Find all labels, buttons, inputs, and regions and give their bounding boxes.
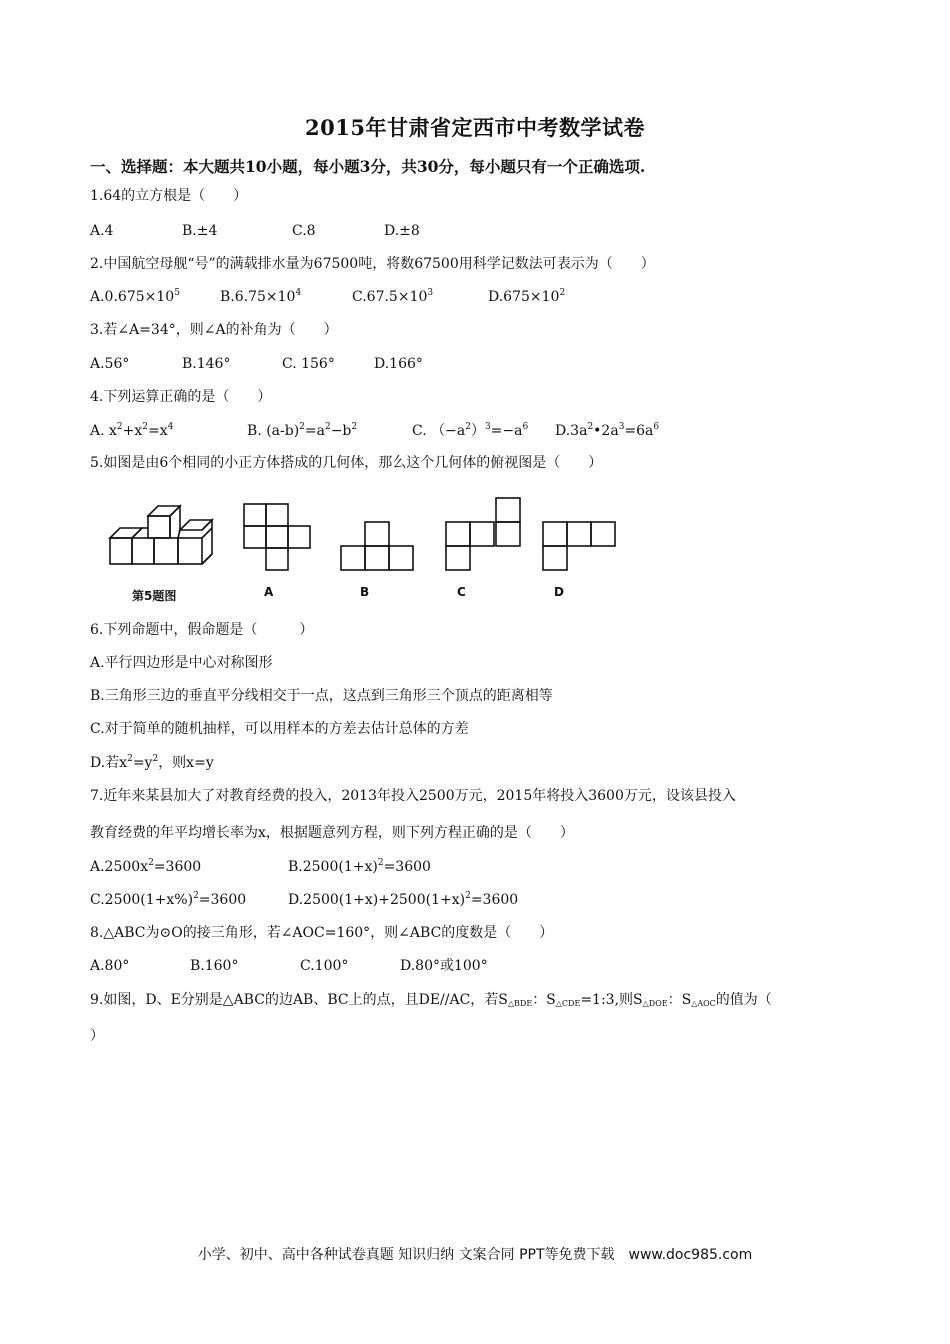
section-heading: 一、选择题：本大题共10小题，每小题3分，共30分，每小题只有一个正确选项. — [90, 157, 646, 176]
view-a-drawing — [244, 504, 310, 570]
page-title: 2015年甘肃省定西市中考数学试卷 — [305, 115, 645, 140]
q2-option-a: $A.0.675\times 10^5$ — [90, 288, 180, 305]
q6-option-b: B.三角形三边的垂直平分线相交于一点，这点到三角形三个顶点的距离相等 — [90, 688, 553, 704]
q7-option-b: $B.2500(1+x)^2=3600$ — [288, 858, 431, 875]
q3-stem: 3.若∠A=34°，则∠A的补角为（ ） — [90, 322, 338, 338]
q4-option-c: C. $(-a^2)^3=-a^6$ — [412, 422, 529, 439]
q7-stem-line1: 7.近年来某县加大了对教育经费的投入，2013年投入2500万元，2015年将投入3600万元，设该县投入 — [90, 788, 736, 804]
q8-option-c: C.100° — [300, 958, 349, 974]
q7-option-a: $A.2500x^2=3600$ — [90, 858, 202, 875]
q2-stem: 2.中国航空母舰“号”的满载排水量为67500吨，将数67500用科学记数法可表示为（ ） — [90, 256, 655, 272]
q1-option-b: B.±4 — [182, 223, 218, 239]
q8-stem: 8.△ABC为⊙O的接三角形，若∠AOC=160°，则∠ABC的度数是（ ） — [90, 925, 554, 941]
q6-option-a: A.平行四边形是中心对称图形 — [90, 655, 273, 671]
q8-option-d: D.80°或100° — [400, 958, 488, 974]
q7-option-d: $D.2500(1+x)+2500(1+x)^2=3600$ — [288, 891, 519, 908]
view-b-drawing — [341, 522, 413, 570]
q7-stem-line2: 教育经费的年平均增长率为x，根据题意列方程，则下列方程正确的是（ ） — [90, 825, 574, 841]
q5-label-c: C — [457, 585, 466, 599]
q5-figure-caption: 第5题图 — [132, 589, 177, 603]
q3-option-d: D.166° — [374, 356, 423, 372]
q9-stem-line2: ） — [90, 1028, 104, 1044]
q8-option-a: A.80° — [90, 958, 130, 974]
q6-option-d: D.若$x^2=y^2$，则x=y — [90, 754, 214, 771]
page-footer: 小学、初中、高中各种试卷真题 知识归纳 文案合同 PPT等免费下载 www.doc985.com — [197, 1247, 753, 1263]
q1-option-c: C.8 — [292, 223, 316, 239]
q3-option-c: C. 156° — [282, 356, 335, 372]
q8-option-b: B.160° — [190, 958, 239, 974]
q5-figure — [100, 494, 640, 604]
q1-option-a: A.4 — [90, 223, 114, 239]
q5-label-a: A — [264, 585, 274, 599]
view-c-drawing — [446, 498, 520, 570]
q4-option-b: B. $(a-b)^2=a^2-b^2$ — [247, 422, 358, 439]
q7-option-c: $C.2500(1+x\%)^2=3600$ — [90, 891, 247, 908]
q2-option-b: $B.6.75\times 10^4$ — [220, 288, 302, 305]
q5-label-b: B — [360, 585, 370, 599]
q4-stem: 4.下列运算正确的是（ ） — [90, 389, 272, 405]
q1-stem: 1.64的立方根是（ ） — [90, 188, 248, 204]
q5-label-d: D — [554, 585, 564, 599]
q3-option-a: A.56° — [90, 356, 130, 372]
q5-stem: 5.如图是由6个相同的小正方体搭成的几何体，那么这个几何体的俯视图是（ ） — [90, 455, 603, 471]
q6-stem: 6.下列命题中，假命题是（ ） — [90, 622, 314, 638]
q4-option-a: A. $x^2+x^2=x^4$ — [90, 422, 174, 439]
view-d-drawing — [543, 522, 615, 570]
q3-option-b: B.146° — [182, 356, 231, 372]
q6-option-c: C.对于简单的随机抽样，可以用样本的方差去估计总体的方差 — [90, 721, 469, 737]
q1-option-d: D.±8 — [384, 223, 420, 239]
q9-stem: 9.如图，D、E分别是△ABC的边AB、BC上的点，且DE//AC，若$S_{\triangle BDE}$：$S_{\triangle CDE}=1:3$,则$S_{\triangle DOE}$：$S_{\triangle AOC}$的值为（ — [90, 992, 772, 1008]
q2-option-d: $D.675\times 10^2$ — [488, 288, 566, 305]
q2-option-c: $C.67.5\times 10^3$ — [352, 288, 434, 305]
q4-option-d: $D.3a^2•2a^3=6a^6$ — [555, 422, 660, 439]
cube-solid-drawing — [110, 506, 212, 564]
